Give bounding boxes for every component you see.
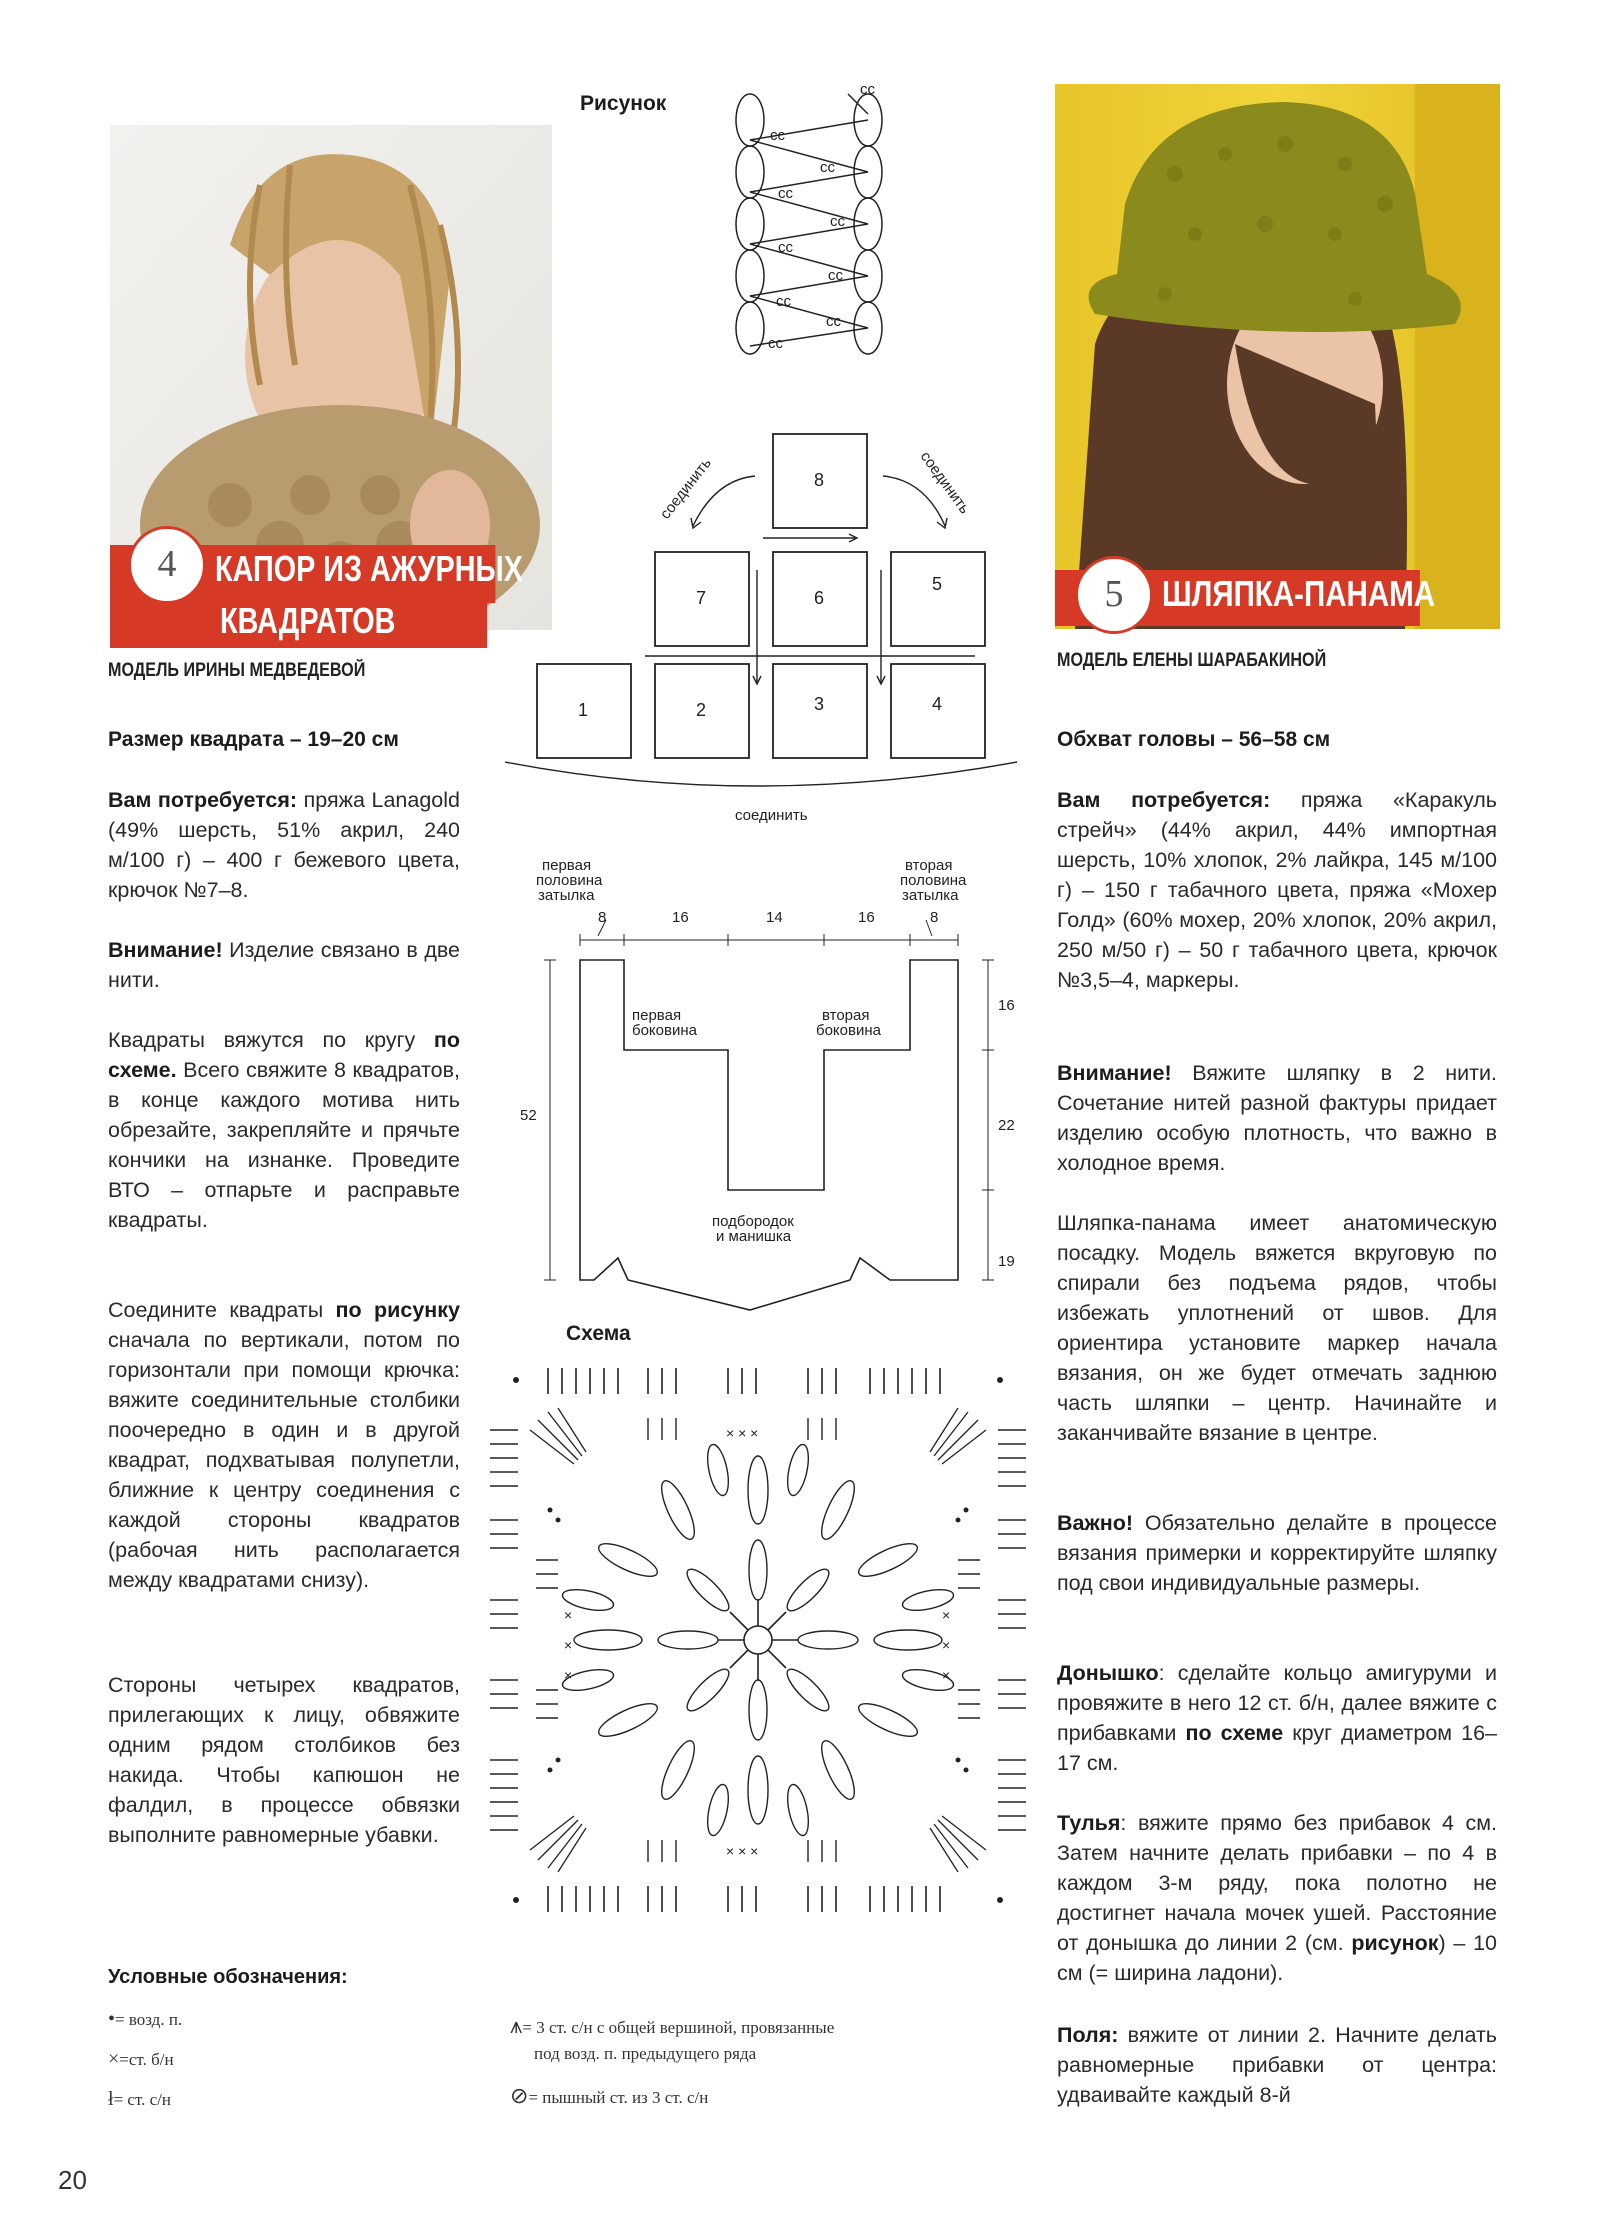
svg-text:× × ×: × × × [726,1843,759,1859]
left-author: МОДЕЛЬ ИРИНЫ МЕДВЕДЕВОЙ [108,660,366,681]
cc-label-5: сс [830,213,845,230]
second-side-1: вторая [822,1007,870,1024]
chin-1: подбородок [712,1213,794,1230]
left-attention-text: Изделие связано в две нити. [108,938,460,992]
left-p3-c: Всего свяжите 8 квадратов, в конце каждого мотива нить обрезайте, закрепляйте и прячьте кончики на изнанке. Проведите ВТО – отпарьте и расправьте квадраты. [108,1058,460,1232]
cross-icon: × [108,2048,120,2070]
right-crown-paragraph [1057,1808,1497,1988]
square-label-4: 4 [932,694,943,714]
right-bottom-b: по схеме [1185,1721,1284,1745]
cc-label-6: сс [778,239,793,256]
scheme-label: Схема [566,1322,631,1345]
svg-text:×: × [942,1667,951,1683]
square-label-2: 2 [696,700,707,720]
dim-52: 52 [520,1107,537,1124]
hat-model-photo [1055,84,1500,629]
sc-crosses [564,1425,950,1859]
square-label-8: 8 [814,470,825,490]
legend-item-sc [108,2048,174,2071]
cc-label-2: сс [770,127,785,144]
first-side-1: первая [632,1007,682,1024]
dim-8a: 8 [598,909,607,926]
second-half-back-2: половина [900,872,967,889]
squares-assembly-diagram [505,420,1035,830]
legend-item-chain [108,2008,182,2031]
dot-icon: • [108,2008,116,2030]
dim-16b: 16 [858,909,875,926]
left-attention-label: Внимание! [108,938,223,962]
right-bottom-label: Донышко [1057,1661,1159,1685]
cc-label-10: сс [768,335,783,352]
first-half-back-3: затылка [538,887,595,904]
right-important-label: Важно! [1057,1511,1134,1535]
right-crown-a: : вяжите прямо без прибавок 4 см. Затем начните делать прибавки – по 4 в каждом 3-м ряду, пока полотно не достигнет начала мочек ушей. Расстояние от донышка до линии 2 (см. [1057,1811,1497,1955]
petal-symbols [561,1443,956,1838]
left-p4 [108,1295,460,1595]
right-p3: Шляпка-панама имеет анатомическую посадку. Модель вяжется вкруговую по спирали без подъема рядов, чтобы избежать уплотнений от швов. Для ориентира установите маркер начала вязания, он же будет отмечать заднюю часть шляпки – центр. Начинайте и заканчивайте вязание в центре. [1057,1211,1497,1445]
square-label-6: 6 [814,588,825,608]
right-need-label: Вам потребуется: [1057,788,1271,812]
right-brim-label: Поля: [1057,2023,1119,2047]
cc-label-1: сс [860,81,875,98]
right-crown-label: Тулья [1057,1811,1121,1835]
left-need-paragraph [108,785,460,905]
join-left-chain [736,94,764,354]
dim-14: 14 [766,909,783,926]
picture-label: Рисунок [580,92,667,115]
right-bottom-a: : сделайте кольцо амигуруми и провяжите в него 12 ст. б/н, далее вяжите с прибавками [1057,1661,1497,1745]
left-title-line2: КВАДРАТОВ [220,600,396,641]
cc-label-4: сс [778,185,793,202]
second-half-back-1: вторая [905,857,953,874]
right-author: МОДЕЛЬ ЕЛЕНЫ ШАРАБАКИНОЙ [1057,650,1327,671]
model-number-4: 4 [128,526,206,604]
chin-2: и манишка [716,1228,792,1245]
square-label-7: 7 [696,588,707,608]
connect-label-left: соединить [656,454,715,523]
puff-symbol-icon: ⊘ [510,2083,529,2108]
right-crown-b: рисунок [1351,1931,1439,1955]
join-stitch-diagram [720,80,900,380]
left-need-text: пряжа Lanagold (49% шерсть, 51% акрил, 240 м/100 г) – 400 г бежевого цвета, крючок №7–8. [108,788,460,902]
center-ring [718,1600,798,1680]
second-half-back-3: затылка [902,887,959,904]
cc-label-7: сс [828,267,843,284]
connect-label-right: соединить [916,448,974,518]
svg-text:× × ×: × × × [726,1425,759,1441]
dim-16r: 16 [998,997,1015,1014]
crochet-square-scheme [478,1360,1038,1920]
svg-text:×: × [564,1607,573,1623]
dim-8b: 8 [930,909,939,926]
inner-ring-dc [536,1418,980,1862]
right-need-text: пряжа «Каракуль стрейч» (44% акрил, 44% импортная шерсть, 10% хлопок, 2% лайкра, 145 м/100 г) – 150 г табачного цвета, пряжа «Мохер Голд» (60% мохер, 20% хлопок, 20% акрил, 250 м/50 г) – 50 г табачного цвета, крючок №3,5–4, маркеры. [1057,788,1497,992]
corner-fans [530,1408,986,1872]
left-p3-a: Квадраты вяжутся по кругу [108,1028,434,1052]
right-bottom-c: круг диаметром 16–17 см. [1057,1721,1497,1775]
connect-label-bottom: соединить [735,807,808,824]
legend-item-dc [108,2088,171,2111]
dim-19: 19 [998,1253,1015,1270]
left-p3-b: по схеме. [108,1028,460,1082]
first-side-2: боковина [632,1022,697,1039]
model-number-5: 5 [1075,556,1153,634]
left-p4-c: сначала по вертикали, потом по горизонтали при помощи крючка: вяжите соединительные столбики поочередно в один и в другой квадрат, подхватывая полупетли, ближние к центру соединения с каждой стороны квадратов (рабочая нить располагается между квадратами снизу). [108,1328,460,1592]
right-head-size: Обхват головы – 56–58 см [1057,728,1331,751]
left-need-label: Вам потребуется: [108,788,298,812]
legend2-line1: = 3 ст. с/н с общей вершиной, провязанные [522,2018,835,2037]
square-label-3: 3 [814,694,825,714]
right-attention-paragraph [1057,1058,1497,1178]
left-p4-b: по рисунку [335,1298,461,1322]
right-title: ШЛЯПКА-ПАНАМА [1162,573,1436,614]
right-attention-text: Вяжите шляпку в 2 нити. Сочетание нитей разной фактуры придает изделию особую плотность, что важно в холодное время. [1057,1061,1497,1175]
square-numbers [578,470,942,720]
svg-text:×: × [564,1637,573,1653]
left-p3 [108,1025,460,1235]
left-title-line1: КАПОР ИЗ АЖУРНЫХ [215,548,523,589]
legend-sc-text: =ст. б/н [119,2050,174,2069]
right-important-text: Обязательно делайте в процессе вязания примерки и корректируйте шляпку под свои индивидуальные размеры. [1057,1511,1497,1595]
legend-dc-text: = ст. с/н [113,2090,171,2109]
svg-text:×: × [942,1607,951,1623]
right-brim-text: вяжите от линии 2. Начните делать равномерные прибавки от центра: удваивайте каждый 8-й [1057,2023,1497,2107]
right-brim-paragraph [1057,2020,1497,2110]
first-half-back-1: первая [542,857,592,874]
svg-text:×: × [942,1637,951,1653]
right-crown-c: ) – 10 см (= ширина ладони). [1057,1931,1497,1985]
legend2-line2: под возд. п. предыдущего ряда [534,2044,757,2063]
svg-text:×: × [564,1667,573,1683]
square-label-1: 1 [578,700,589,720]
square-5 [891,552,985,646]
page-number: 20 [58,2165,87,2195]
right-important-paragraph [1057,1508,1497,1598]
hood-pattern-diagram [520,840,1030,1330]
dc-symbol-icon: ł [108,2088,114,2110]
left-p5: Стороны четырех квадратов, прилегающих к лицу, обвяжите одним рядом столбиков без накида. Чтобы капюшон не фалдил, в процессе обвязки выполните равномерные убавки. [108,1673,460,1847]
legend2-puff [510,2083,708,2109]
cc-label-9: сс [826,313,841,330]
second-side-2: боковина [816,1022,881,1039]
cc-label-8: сс [776,293,791,310]
legend-chain-text: = возд. п. [115,2010,183,2029]
square-label-5: 5 [932,574,943,594]
cluster-symbol-icon: ⩚ [510,2013,523,2038]
legend2-cluster [510,2013,930,2067]
right-bottom-paragraph [1057,1658,1497,1778]
left-square-size: Размер квадрата – 19–20 см [108,728,399,751]
dim-22: 22 [998,1117,1015,1134]
right-need-paragraph [1057,785,1497,995]
right-attention-label: Внимание! [1057,1061,1172,1085]
left-attention-paragraph [108,935,460,995]
left-p4-a: Соедините квадраты [108,1298,336,1322]
join-zigzag-arrows [750,94,868,346]
dim-16a: 16 [672,909,689,926]
legend2-line3: = пышный ст. из 3 ст. с/н [528,2088,709,2107]
cc-label-3: сс [820,159,835,176]
first-half-back-2: половина [536,872,603,889]
legend-title: Условные обозначения: [108,1966,348,1988]
